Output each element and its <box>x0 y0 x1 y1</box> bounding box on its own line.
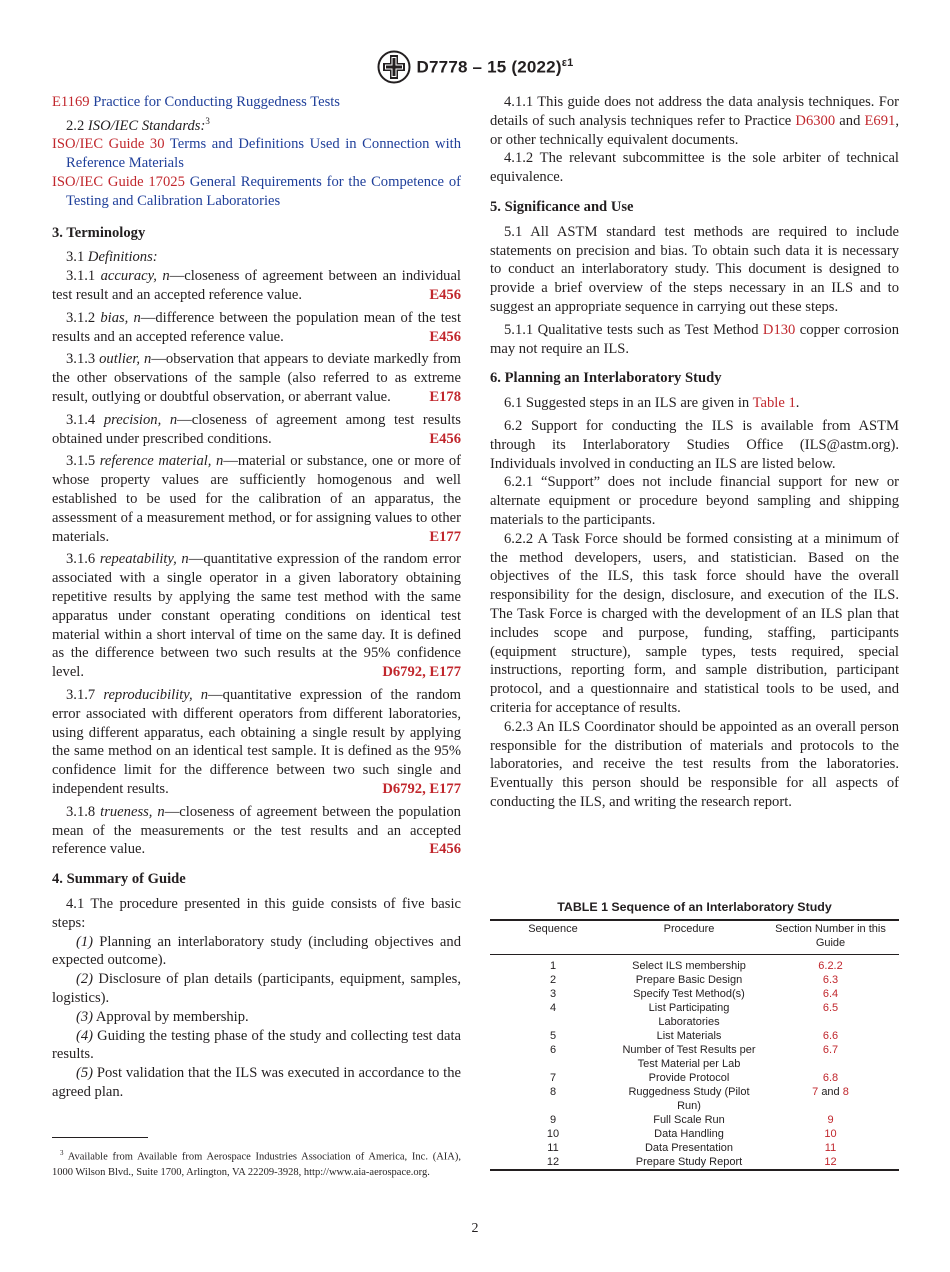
definition-precision: 3.1.4 precision, n—closeness of agreement among test results obtained under prescribed conditions. E456 <box>52 411 461 447</box>
table-1-link[interactable]: Table 1 <box>752 395 796 412</box>
column-header-procedure: Procedure <box>663 923 715 935</box>
heading-summary-of-guide: 4. Summary of Guide <box>52 871 186 888</box>
section-4-1-1: 4.1.1 This guide does not address the data analysis techniques. For details of such analysis techniques refer to Practice D6300 and E691, or other technically equivalent documents. <box>490 94 899 148</box>
section-4-1-2: 4.1.2 The relevant subcommittee is the sole arbiter of technical equivalence. <box>490 150 899 186</box>
table-row: 11 Data Presentation 11 <box>490 1141 899 1155</box>
ref-link-e691[interactable]: E691 <box>864 112 896 129</box>
section-link[interactable]: 7 <box>812 1086 819 1098</box>
section-6-2-1: 6.2.1 “Support” does not include financial support for new or alternate equipment or procedure beyond sampling and shipping materials to the participants. <box>490 474 899 528</box>
epsilon-superscript: ε1 <box>561 56 574 69</box>
section-2-2: 2.2 ISO/IEC Standards:$^3$ <box>66 115 210 134</box>
heading-terminology: 3. Terminology <box>52 224 146 241</box>
section-5-1-1: 5.1.1 Qualitative tests such as Test Method D130 copper corrosion may not require an ILS. <box>490 321 899 357</box>
section-3-1: 3.1 Definitions: <box>66 249 158 266</box>
ref-link-e177[interactable]: E177 <box>429 528 461 545</box>
table-row: 8 Ruggedness Study (Pilot Run) 7 and 8 <box>490 1085 899 1113</box>
definition-reference-material: 3.1.5 reference material, n—material or substance, one or more of whose property values are sufficiently homogenous and well established to be used for the calibration of an apparatus, the assessment of a measurement method, or for assigning values to other materials. E177 <box>52 453 462 545</box>
ref-link-e456[interactable]: E456 <box>429 328 461 345</box>
section-6-2-3: 6.2.3 An ILS Coordinator should be appointed as an overall person responsible for the distribution of materials and protocols to the laboratories, and receive the test results from the laboratories. Eventually this person should be responsible for all aspects of conducting the ILS, and writing the research report. <box>490 718 899 810</box>
section-link[interactable]: 11 <box>824 1142 837 1154</box>
table-row: 6 Number of Test Results per Test Material per Lab 6.7 <box>490 1043 899 1071</box>
table-row: 9 Full Scale Run 9 <box>490 1113 899 1127</box>
table-1 <box>490 900 899 1171</box>
definition-bias: 3.1.2 bias, n—difference between the population mean of the test results and an accepted reference value. E456 <box>52 309 461 345</box>
table-row: 10 Data Handling 10 <box>490 1127 899 1141</box>
section-5-1: 5.1 All ASTM standard test methods are required to include statements on precision and bias. To obtain such data it is necessary to conduct an interlaboratory study. This document is designed to provide a brief overview of the steps necessary in an ILS and to suggest an appropriate sequence in carrying out these steps. <box>490 223 899 315</box>
ref-link-iso-guide-30[interactable]: ISO/IEC Guide 30 <box>52 136 165 153</box>
ref-link-e178[interactable]: E178 <box>429 389 461 406</box>
table-row: 12 Prepare Study Report 12 <box>490 1155 899 1170</box>
step-2: (2) Disclosure of plan details (participants, equipment, samples, logistics). <box>52 971 461 1006</box>
ref-e1169: E1169 Practice for Conducting Ruggedness Tests <box>52 94 340 110</box>
ref-iso-guide-30: ISO/IEC Guide 30 Terms and Definitions Used in Connection with Reference Materials <box>52 136 462 172</box>
section-link[interactable]: 9 <box>827 1114 834 1126</box>
section-link[interactable]: 10 <box>824 1128 837 1140</box>
section-link[interactable]: 8 <box>842 1086 849 1098</box>
footnote-divider <box>52 1137 148 1138</box>
definition-outlier: 3.1.3 outlier, n—observation that appears to deviate markedly from the other observations of the sample (also referred to as extreme result, outlying or doubtful observation, or aberrant value. E178 <box>52 351 461 406</box>
section-link[interactable]: 6.3 <box>822 974 839 986</box>
document-designation: D7778 – 15 $(2022)^{\varepsilon 1}$ <box>416 56 574 77</box>
column-header-sequence: Sequence <box>528 923 578 935</box>
step-5: (5) Post validation that the ILS was executed in accordance to the agreed plan. <box>52 1065 462 1100</box>
table-row: 4 List Participating Laboratories 6.5 <box>490 1001 899 1029</box>
ref-link-d130[interactable]: D130 <box>762 321 796 338</box>
step-3: (3) Approval by membership. <box>76 1008 249 1025</box>
left-column <box>52 93 461 1102</box>
heading-planning-ils: 6. Planning an Interlaboratory Study <box>490 370 722 387</box>
section-link[interactable]: 6.6 <box>822 1030 839 1042</box>
ref-link-iso-guide-17025[interactable]: ISO/IEC Guide 17025 <box>52 174 185 191</box>
definition-reproducibility: 3.1.7 reproducibility, n—quantitative expression of the random error associated with different operators from different laboratories, using different apparatus, each obtaining a single result by applying the same method on an identical test sample. It is defined as the 95% confidence limit for the difference between two such single and independent results. D6792, E177 <box>52 686 461 797</box>
definition-accuracy: 3.1.1 accuracy, n—closeness of agreement between an individual test result and an accepted reference value. E456 <box>52 268 461 304</box>
page-number: 2 <box>471 1221 479 1236</box>
ref-link-d6792-e177[interactable]: D6792, E177 <box>382 780 461 797</box>
column-header-section: Section Number in this Guide <box>775 923 886 949</box>
section-6-2: 6.2 Support for conducting the ILS is available from ASTM through its Interlaboratory Studies Office (ILS@astm.org). Individuals involved in conducting an ILS are listed below. <box>490 417 899 472</box>
page-header <box>0 50 950 84</box>
definition-trueness: 3.1.8 trueness, n—closeness of agreement between the population mean of the measurements or the test results and an accepted reference value. E456 <box>52 803 461 858</box>
step-4: (4) Guiding the testing phase of the study and collecting test data results. <box>52 1027 461 1063</box>
footnote-3: $^3$ Available from Available from Aerospace Industries Association of America, Inc. (AIA), 1000 Wilson Blvd., Suite 1700, Arlington, VA 22209-3928, http://www.aia-aerospace.org. <box>52 1149 462 1178</box>
table-row: 5 List Materials 6.6 <box>490 1029 899 1043</box>
section-link[interactable]: 6.2.2 <box>818 960 843 972</box>
heading-significance-and-use: 5. Significance and Use <box>490 198 634 215</box>
table-row: 1 Select ILS membership 6.2.2 <box>490 955 899 974</box>
ref-link-e456[interactable]: E456 <box>429 287 461 304</box>
section-6-2-2: 6.2.2 A Task Force should be formed consisting at a minimum of the method developers, users, and statistician. Based on the objectives of the ILS, this task force should have the overall responsibility for the design, disclosure, and execution of the ILS. The Task Force is charged with the development of an ILS plan that includes scope and purpose, funding, staffing, participants (equipment structure), sample types, tests required, special instructions, reporting form, and sample distribution, participant protocol, and a questionnaire and statistical tools to be used, and criteria for acceptance of results. <box>490 530 899 716</box>
section-6-1: 6.1 Suggested steps in an ILS are given in Table 1. <box>504 395 800 412</box>
step-1: (1) Planning an interlaboratory study (including objectives and expected outcome). <box>52 933 461 969</box>
ref-link-e1169[interactable]: E1169 <box>52 94 90 110</box>
definition-repeatability: 3.1.6 repeatability, n—quantitative expression of the random error associated with a single operator in a given laboratory obtaining repetitive results by applying the same test method with the same apparatus under constant operating conditions on identical test material within a short interval of time on the same day. It is defined as the difference between two such results at the 95% confidence level. D6792, E177 <box>52 551 461 681</box>
ref-iso-guide-17025: ISO/IEC Guide 17025 General Requirements for the Competence of Testing and Calibration Laboratories <box>52 174 461 209</box>
section-link[interactable]: 6.8 <box>822 1072 839 1084</box>
astm-logo-icon <box>377 50 411 84</box>
table-row: 3 Specify Test Method(s) 6.4 <box>490 987 899 1001</box>
section-link[interactable]: 6.4 <box>822 988 839 1000</box>
right-column <box>490 93 899 812</box>
table-row: 7 Provide Protocol 6.8 <box>490 1071 899 1085</box>
section-links: 7 and 8 <box>812 1086 849 1098</box>
ref-link-d6300[interactable]: D6300 <box>795 112 836 129</box>
section-link[interactable]: 12 <box>824 1156 837 1168</box>
table-caption: TABLE 1 Sequence of an Interlaboratory Study <box>557 900 832 914</box>
section-link[interactable]: 6.5 <box>822 1002 839 1014</box>
ref-link-d6792-e177[interactable]: D6792, E177 <box>382 664 461 681</box>
ref-link-e456[interactable]: E456 <box>429 430 461 447</box>
ils-sequence-table <box>490 919 899 1171</box>
section-link[interactable]: 6.7 <box>822 1044 839 1056</box>
table-row: 2 Prepare Basic Design 6.3 <box>490 973 899 987</box>
section-4-1: 4.1 The procedure presented in this guide consists of five basic steps: <box>52 895 461 931</box>
ref-link-e456[interactable]: E456 <box>429 841 461 858</box>
